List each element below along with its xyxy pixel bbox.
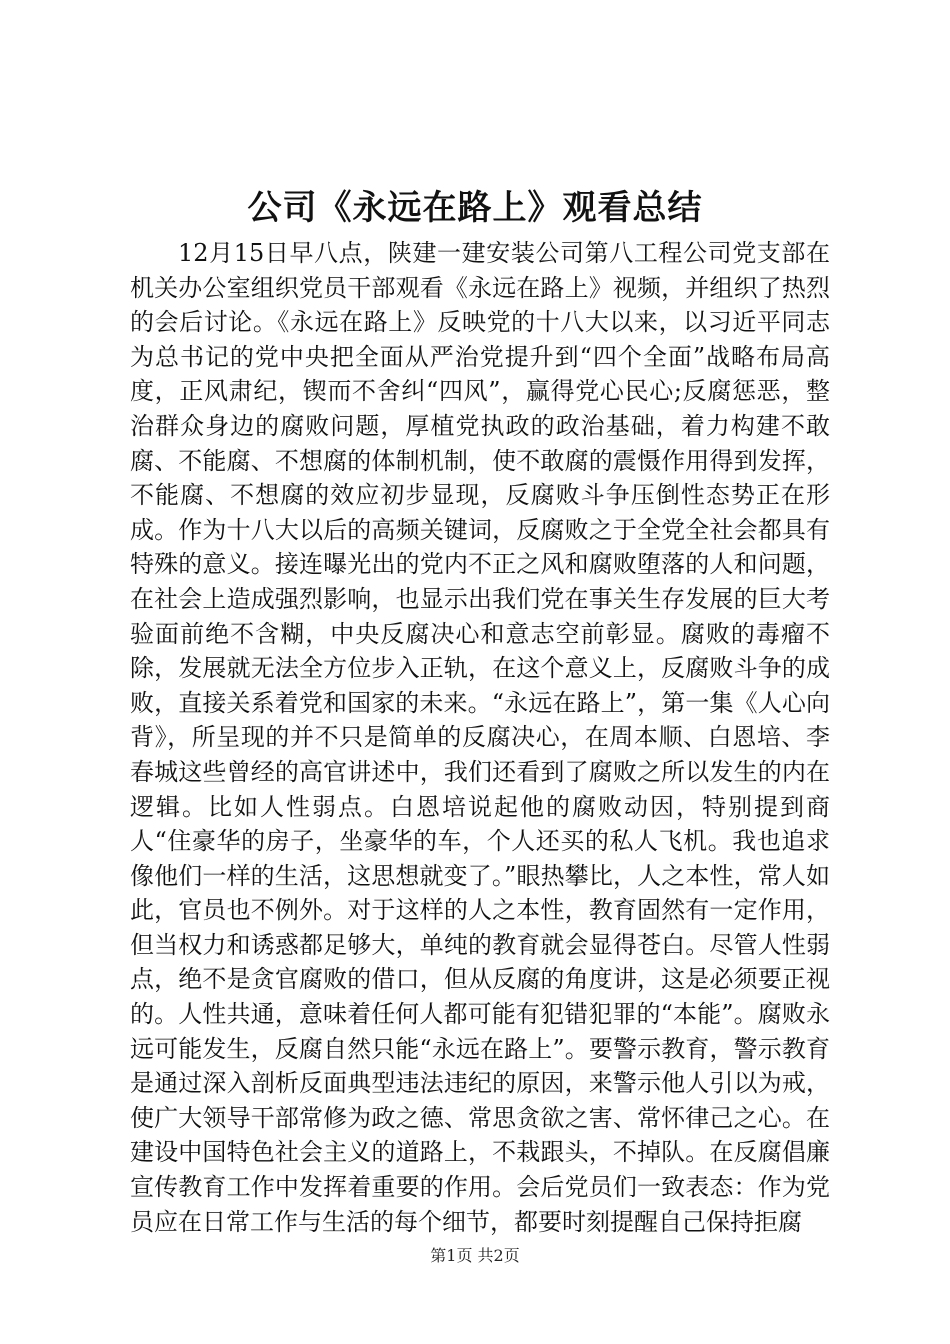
document-body-paragraph: 12月15日早八点，陕建一建安装公司第八工程公司党支部在机关办公室组织党员干部观看《永远在路上》视频，并组织了热烈的会后讨论。《永远在路上》反映党的十八大以来，以习近平同志为总书记的党中央把全面从严治党提升到“四个全面”战略布局高度，正风肃纪，锲而不舍纠“四风”，赢得党心民心;反腐惩恶，整治群众身边的腐败问题，厚植党执政的政治基础，着力构建不敢腐、不能腐、不想腐的体制机制，使不敢腐的震慑作用得到发挥，不能腐、不想腐的效应初步显现，反腐败斗争压倒性态势正在形成。作为十八大以后的高频关键词，反腐败之于全党全社会都具有特殊的意义。接连曝光出的党内不正之风和腐败堕落的人和问题，在社会上造成强烈影响，也显示出我们党在事关生存发展的巨大考验面前绝不含糊，中央反腐决心和意志空前彰显。腐败的毒瘤不除，发展就无法全方位步入正轨，在这个意义上，反腐败斗争的成败，直接关系着党和国家的未来。“永远在路上”，第一集《人心向背》，所呈现的并不只是简单的反腐决心，在周本顺、白恩培、李春城这些曾经的高官讲述中，我们还看到了腐败之所以发生的内在逻辑。比如人性弱点。白恩培说起他的腐败动因，特别提到商人“住豪华的房子，坐豪华的车，个人还买的私人飞机。我也追求像他们一样的生活，这思想就变了。”眼热攀比，人之本性，常人如此，官员也不例外。对于这样的人之本性，教育固然有一定作用，但当权力和诱惑都足够大，单纯的教育就会显得苍白。尽管人性弱点，绝不是贪官腐败的借口，但从反腐的角度讲，这是必须要正视的。人性共通，意味着任何人都可能有犯错犯罪的“本能”。腐败永远可能发生，反腐自然只能“永远在路上”。要警示教育，警示教育是通过深入剖析反面典型违法违纪的原因，来警示他人引以为戒，使广大领导干部常修为政之德、常思贪欲之害、常怀律己之心。在建设中国特色社会主义的道路上，不栽跟头，不掉队。在反腐倡廉宣传教育工作中发挥着重要的作用。会后党员们一致表态：作为党员应在日常工作与生活的每个细节，都要时刻提醒自己保持拒腐: [130, 239, 830, 1236]
document-title: 公司《永远在路上》观看总结: [247, 188, 703, 228]
page-number-footer: 第1页 共2页: [430, 1246, 520, 1265]
